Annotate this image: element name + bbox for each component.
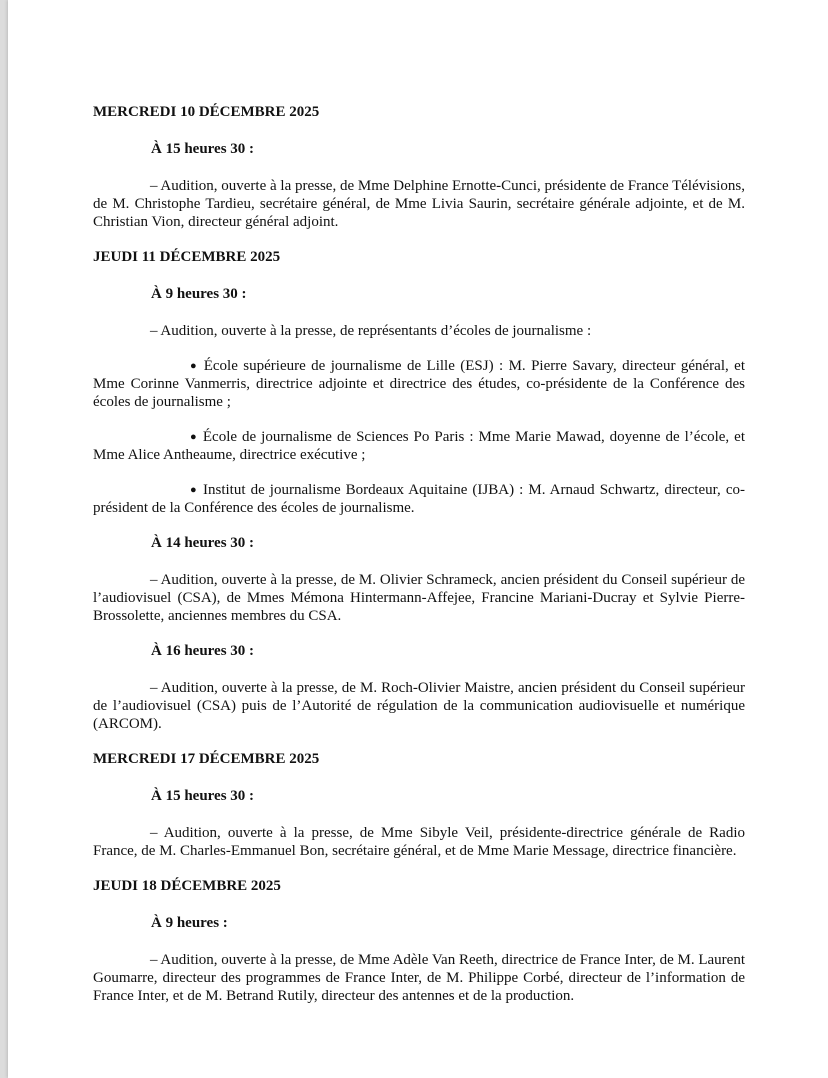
time-heading: À 15 heures 30 : [151,141,255,157]
bullet-dot-icon: ● [190,360,199,372]
bullet-text: Institut de journalisme Bordeaux Aquitaine (IJBA) : M. Arnaud Schwartz, directeur, co-président de la Conférence des écoles de journalisme. [93,482,745,516]
page-edge [0,0,8,1078]
day-heading: JEUDI 11 DÉCEMBRE 2025 [93,249,281,265]
bullet-text: École de journalisme de Sciences Po Paris : Mme Marie Mawad, doyenne de l’école, et Mme Alice Antheaume, directrice exécutive ; [93,429,745,463]
school-bullet-item [93,428,745,464]
audition-paragraph: – Audition, ouverte à la presse, de Mme Sibyle Veil, présidente-directrice générale de Radio France, de M. Charles-Emmanuel Bon, secrétaire général, et de Mme Marie Message, directrice financière. [93,825,745,859]
time-heading: À 9 heures 30 : [151,286,247,302]
day-heading: MERCREDI 10 DÉCEMBRE 2025 [93,104,320,120]
time-heading: À 16 heures 30 : [151,643,255,659]
school-bullet-item [93,481,745,517]
time-heading: À 15 heures 30 : [151,788,255,804]
time-heading: À 14 heures 30 : [151,535,255,551]
bullet-dot-icon: ● [190,484,198,496]
day-heading: JEUDI 18 DÉCEMBRE 2025 [93,878,281,894]
time-heading: À 9 heures : [151,915,228,931]
document-page [8,0,828,1078]
bullet-text: École supérieure de journalisme de Lille (ESJ) : M. Pierre Savary, directeur général, et Mme Corinne Vanmerris, directrice adjointe et directrice des études, co-présidente de la Conférence des écoles de journalisme ; [93,358,745,410]
bullet-dot-icon: ● [190,431,198,443]
agenda-content [93,103,745,1022]
audition-paragraph: – Audition, ouverte à la presse, de Mme Adèle Van Reeth, directrice de France Inter, de M. Laurent Goumarre, directeur des programmes de France Inter, de M. Philippe Corbé, directeur de l’information de France Inter, et de M. Betrand Rutily, directeur des antennes et de la production. [93,952,745,1004]
audition-paragraph: – Audition, ouverte à la presse, de représentants d’écoles de journalisme : [150,323,592,339]
audition-paragraph: – Audition, ouverte à la presse, de Mme Delphine Ernotte-Cunci, présidente de France Télévisions, de M. Christophe Tardieu, secrétaire général, de Mme Livia Saurin, secrétaire générale adjointe, et de M. Christian Vion, directeur général adjoint. [93,178,745,230]
audition-paragraph: – Audition, ouverte à la presse, de M. Roch-Olivier Maistre, ancien président du Conseil supérieur de l’audiovisuel (CSA) puis de l’Autorité de régulation de la communication audiovisuelle et numérique (ARCOM). [93,680,745,732]
day-heading: MERCREDI 17 DÉCEMBRE 2025 [93,751,320,767]
school-bullet-item [93,357,745,411]
audition-paragraph: – Audition, ouverte à la presse, de M. Olivier Schrameck, ancien président du Conseil supérieur de l’audiovisuel (CSA), de Mmes Mémona Hintermann-Affejee, Francine Mariani-Ducray et Sylvie Pierre-Brossolette, anciennes membres du CSA. [93,572,745,624]
